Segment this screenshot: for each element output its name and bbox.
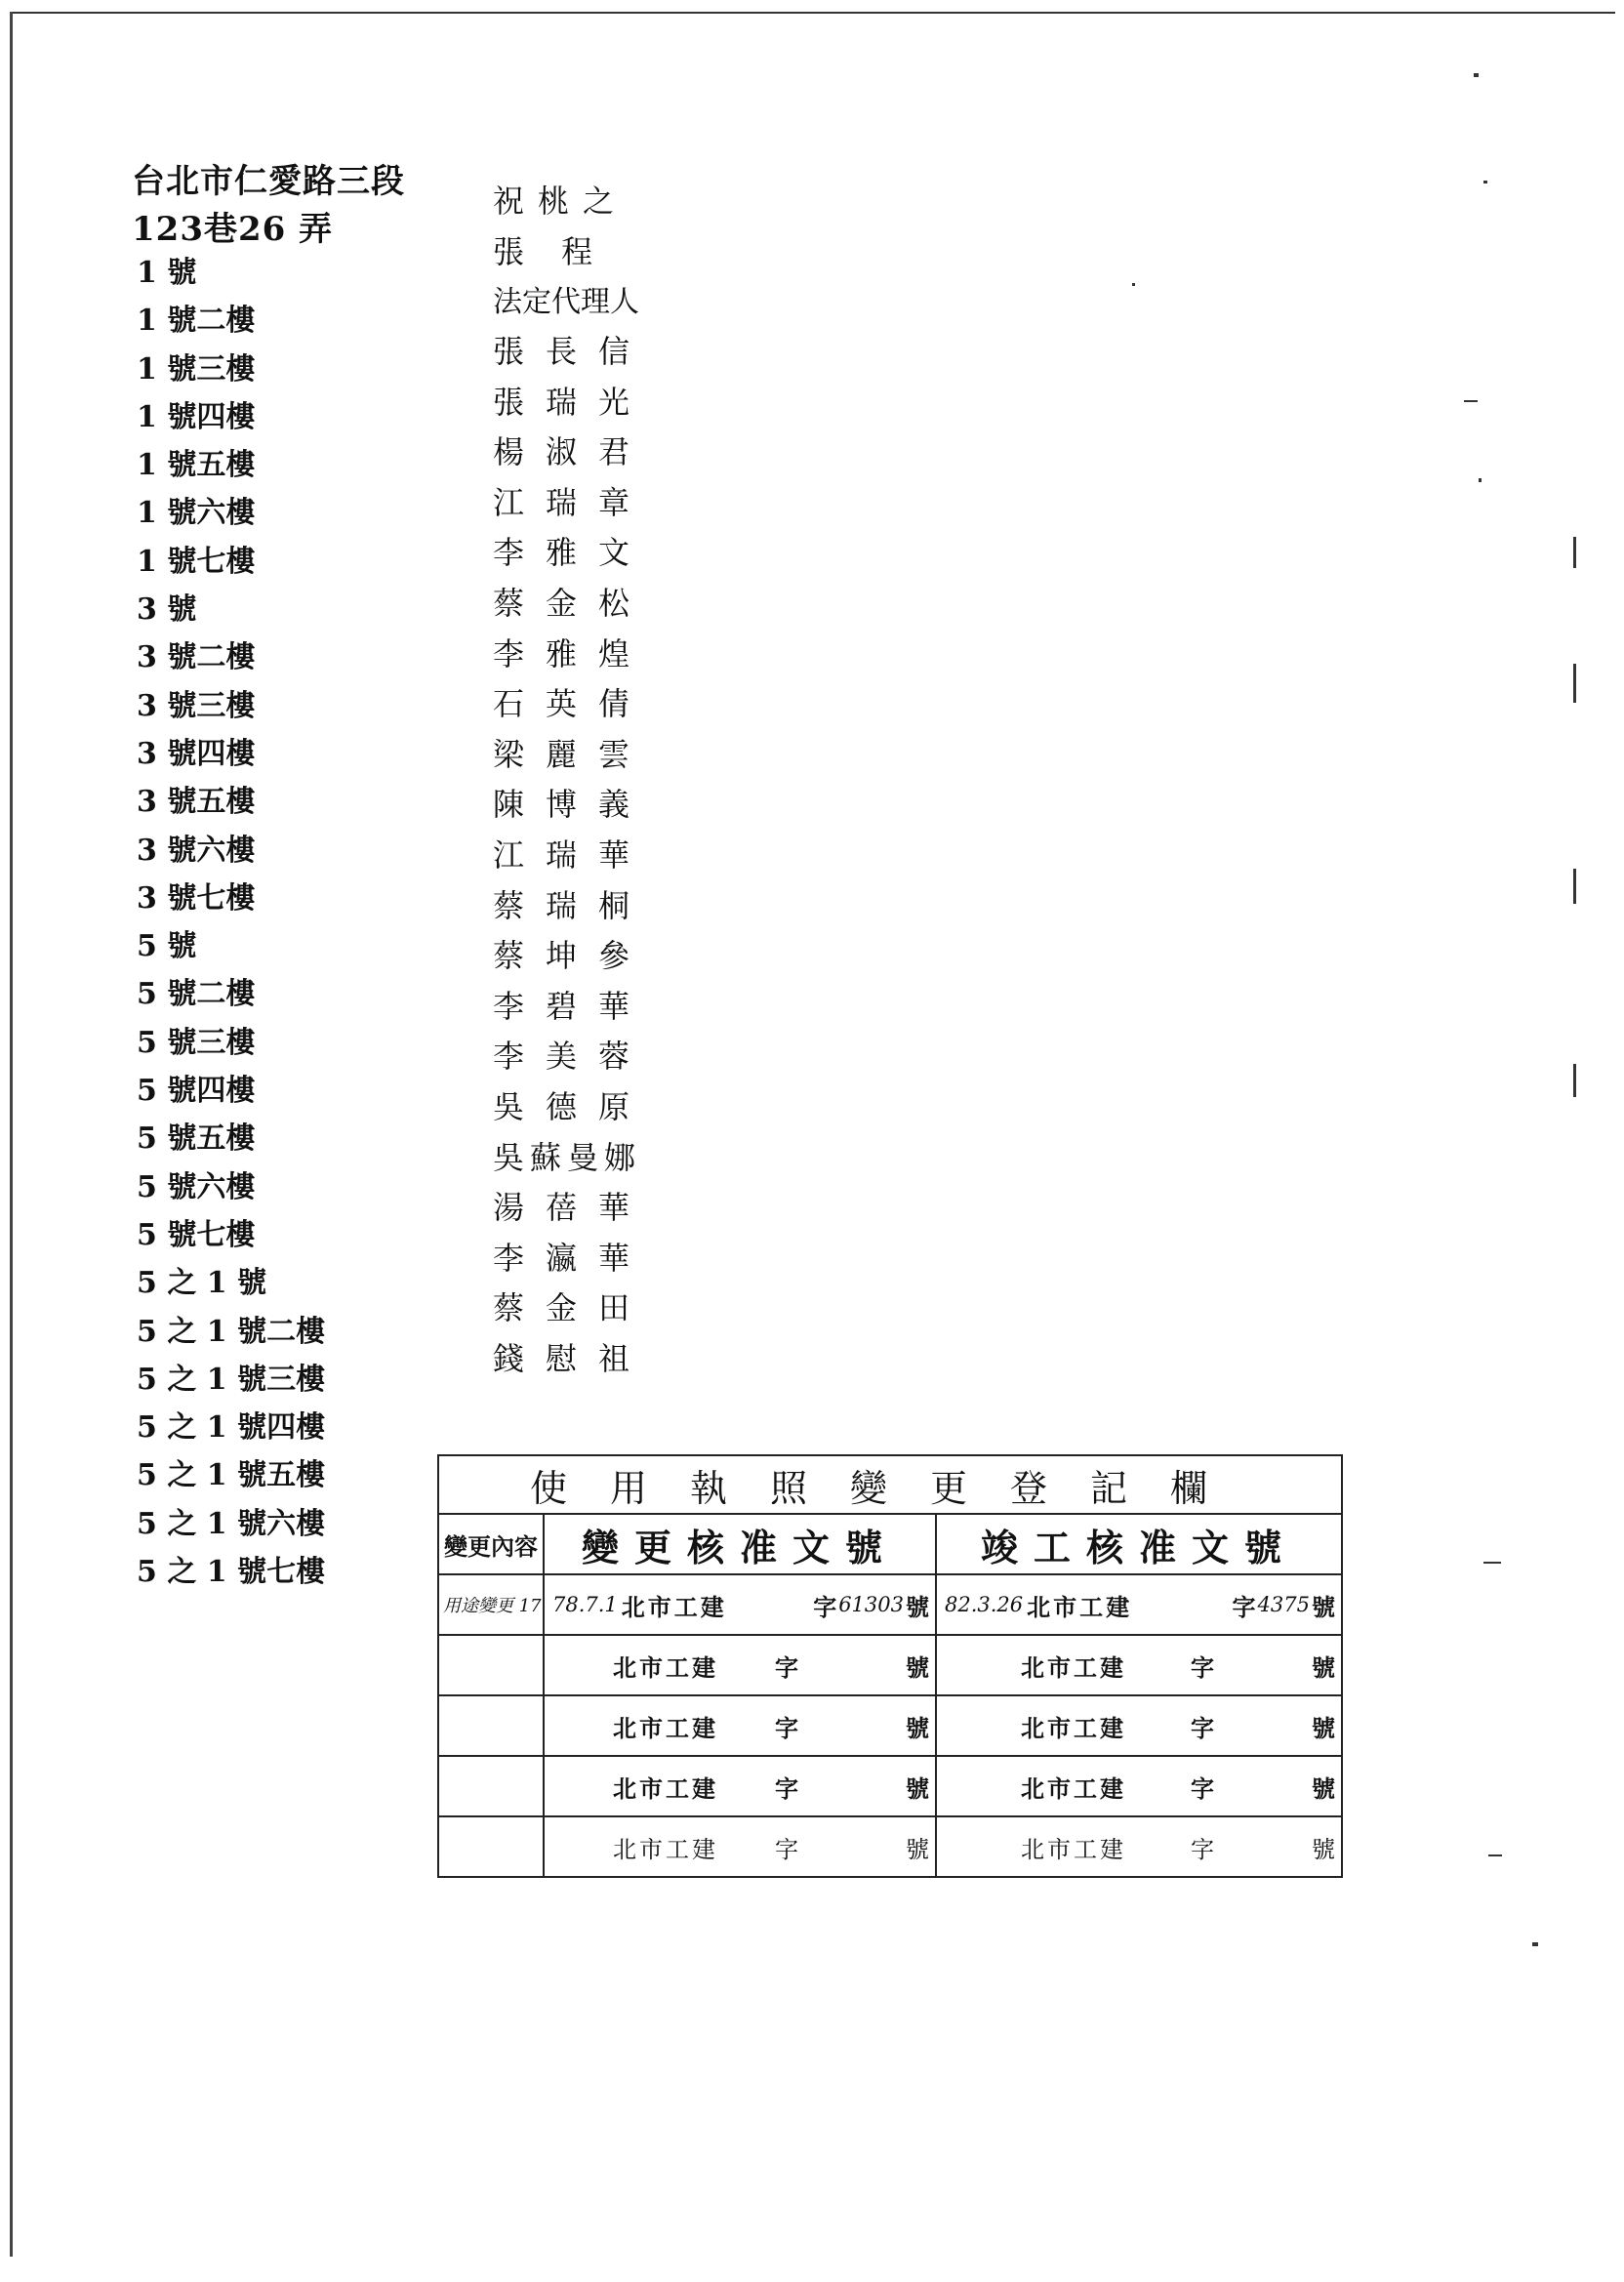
address-item: 1 號	[137, 256, 197, 290]
header-change-content: 變更內容	[438, 1514, 544, 1574]
issuing-office: 北市工建	[613, 1713, 718, 1742]
address-item: 1 號七樓	[137, 544, 256, 579]
change-content-cell	[438, 1695, 544, 1756]
owner-name: 梁麗雲	[493, 735, 652, 773]
change-approval-cell	[544, 1756, 936, 1816]
table-row	[438, 1695, 1342, 1756]
owner-name: 李瀛華	[493, 1239, 652, 1277]
table-title: 使用執照變更登記欄	[438, 1455, 1342, 1514]
address-item: 3 號二樓	[137, 640, 256, 675]
address-item: 5 之 1 號六樓	[137, 1506, 326, 1541]
address-item: 1 號五樓	[137, 448, 256, 483]
zi-label: 字	[1232, 1592, 1256, 1621]
address-item: 1 號六樓	[137, 496, 256, 531]
scan-speck	[1532, 1942, 1538, 1946]
issuing-office: 北市工建	[1021, 1835, 1126, 1863]
address-item: 5 號四樓	[137, 1074, 256, 1109]
address-item: 3 號	[137, 592, 197, 628]
address-item: 3 號六樓	[137, 833, 256, 868]
zi-label: 字	[1191, 1835, 1214, 1863]
address-item: 5 之 1 號四樓	[137, 1410, 326, 1446]
completion-approval-cell	[936, 1816, 1342, 1877]
issuing-office: 北市工建	[621, 1592, 727, 1621]
zi-label: 字	[775, 1652, 798, 1682]
owner-name: 蔡瑞桐	[493, 886, 652, 924]
owner-name: 江瑞華	[493, 835, 652, 874]
owner-name: 張長信	[493, 333, 652, 370]
change-content-cell: 用途變更 17	[438, 1574, 544, 1635]
address-item: 5 號六樓	[137, 1169, 256, 1204]
hao-label: 號	[906, 1713, 929, 1742]
scan-speck	[1464, 400, 1478, 402]
address-item: 5 號七樓	[137, 1217, 256, 1252]
zi-label: 字	[813, 1592, 837, 1621]
owner-header-line: 張 程	[493, 233, 607, 270]
address-item: 3 號四樓	[137, 736, 256, 771]
permit-change-registration-table	[437, 1454, 1343, 1878]
zi-label: 字	[1191, 1713, 1214, 1742]
owner-name: 李碧華	[493, 987, 652, 1025]
permit-number: 4375	[1257, 1593, 1310, 1616]
address-item: 5 之 1 號七樓	[137, 1555, 326, 1590]
issuing-office: 北市工建	[1027, 1592, 1133, 1621]
approval-date: 82.3.26	[945, 1593, 1024, 1616]
scan-speck	[1483, 1562, 1501, 1564]
hao-label: 號	[906, 1592, 929, 1621]
hao-label: 號	[1312, 1592, 1335, 1621]
change-approval-cell	[544, 1635, 936, 1695]
scan-speck	[1474, 73, 1479, 77]
address-item: 5 號五樓	[137, 1121, 256, 1157]
address-lane: 123巷26 弄	[132, 210, 334, 249]
zi-label: 字	[775, 1713, 798, 1742]
address-item: 5 之 1 號	[137, 1266, 267, 1301]
table-row	[438, 1574, 1342, 1635]
owner-name: 張瑞光	[493, 383, 652, 421]
owner-name: 錢慰祖	[493, 1339, 652, 1377]
issuing-office: 北市工建	[1021, 1652, 1126, 1682]
zi-label: 字	[775, 1773, 798, 1803]
address-item: 5 號	[137, 929, 197, 964]
address-item: 3 號五樓	[137, 785, 256, 820]
scan-speck	[1573, 869, 1576, 904]
address-item: 5 之 1 號二樓	[137, 1314, 326, 1349]
issuing-office: 北市工建	[1021, 1773, 1126, 1803]
owner-name: 湯蓓華	[493, 1189, 652, 1227]
change-approval-cell	[544, 1695, 936, 1756]
issuing-office: 北市工建	[1021, 1713, 1126, 1742]
header-change-approval: 變更核准文號	[544, 1514, 936, 1574]
scan-speck	[1132, 283, 1135, 286]
table-row	[438, 1816, 1342, 1877]
scan-speck	[1573, 537, 1576, 568]
completion-approval-cell	[936, 1756, 1342, 1816]
scan-speck	[1488, 1854, 1502, 1856]
address-header	[132, 154, 405, 250]
scan-speck	[1483, 181, 1487, 183]
owner-name: 陳博義	[493, 786, 652, 824]
completion-approval-cell	[936, 1574, 1342, 1635]
owner-name: 蔡金松	[493, 584, 652, 622]
change-approval-cell	[544, 1574, 936, 1635]
change-approval-cell	[544, 1816, 936, 1877]
owner-name: 吳蘇曼娜	[493, 1138, 642, 1176]
scan-speck	[1479, 478, 1482, 482]
owner-name: 石英倩	[493, 685, 652, 723]
address-item: 1 號四樓	[137, 399, 256, 434]
address-list	[137, 249, 325, 1596]
owner-name: 吳德原	[493, 1087, 652, 1125]
legal-representative-label: 法定代理人	[493, 285, 639, 319]
owner-list	[493, 327, 651, 1384]
address-item: 5 號三樓	[137, 1025, 256, 1060]
address-item: 3 號七樓	[137, 880, 256, 916]
header-completion-approval: 竣工核准文號	[936, 1514, 1342, 1574]
owner-name: 蔡坤參	[493, 937, 652, 975]
table-row	[438, 1635, 1342, 1695]
owner-header	[493, 176, 649, 328]
hao-label: 號	[1312, 1713, 1335, 1742]
address-item: 1 號三樓	[137, 351, 256, 387]
owner-name: 李雅文	[493, 534, 652, 572]
change-content-cell	[438, 1635, 544, 1695]
address-item: 5 之 1 號三樓	[137, 1362, 326, 1397]
zi-label: 字	[1191, 1652, 1214, 1682]
owner-name: 李雅煌	[493, 634, 652, 672]
completion-approval-cell	[936, 1695, 1342, 1756]
table-row	[438, 1756, 1342, 1816]
completion-approval-cell	[936, 1635, 1342, 1695]
address-item: 1 號二樓	[137, 304, 256, 339]
approval-date: 78.7.1	[552, 1593, 618, 1616]
owner-name: 江瑞章	[493, 483, 652, 521]
hao-label: 號	[906, 1652, 929, 1682]
zi-label: 字	[775, 1835, 798, 1863]
page-top-border	[10, 12, 1615, 14]
permit-number: 61303	[838, 1593, 904, 1616]
address-item: 5 之 1 號五樓	[137, 1458, 326, 1493]
page-left-border	[10, 12, 13, 2257]
hao-label: 號	[1312, 1773, 1335, 1803]
change-content-cell	[438, 1816, 544, 1877]
hao-label: 號	[1312, 1652, 1335, 1682]
issuing-office: 北市工建	[613, 1773, 718, 1803]
scan-speck	[1573, 664, 1576, 703]
change-content-cell	[438, 1756, 544, 1816]
owner-name: 蔡金田	[493, 1289, 652, 1327]
issuing-office: 北市工建	[613, 1652, 718, 1682]
hao-label: 號	[906, 1773, 929, 1803]
scan-speck	[1573, 1064, 1576, 1097]
hao-label: 號	[1312, 1835, 1335, 1863]
owner-header-line: 祝桃之	[493, 183, 629, 220]
issuing-office: 北市工建	[613, 1835, 718, 1863]
address-item: 3 號三樓	[137, 688, 256, 723]
owner-name: 楊淑君	[493, 433, 652, 471]
address-item: 5 號二樓	[137, 977, 256, 1012]
zi-label: 字	[1191, 1773, 1214, 1803]
hao-label: 號	[906, 1835, 929, 1863]
owner-name: 李美蓉	[493, 1038, 652, 1076]
address-street: 台北市仁愛路三段	[132, 162, 405, 201]
